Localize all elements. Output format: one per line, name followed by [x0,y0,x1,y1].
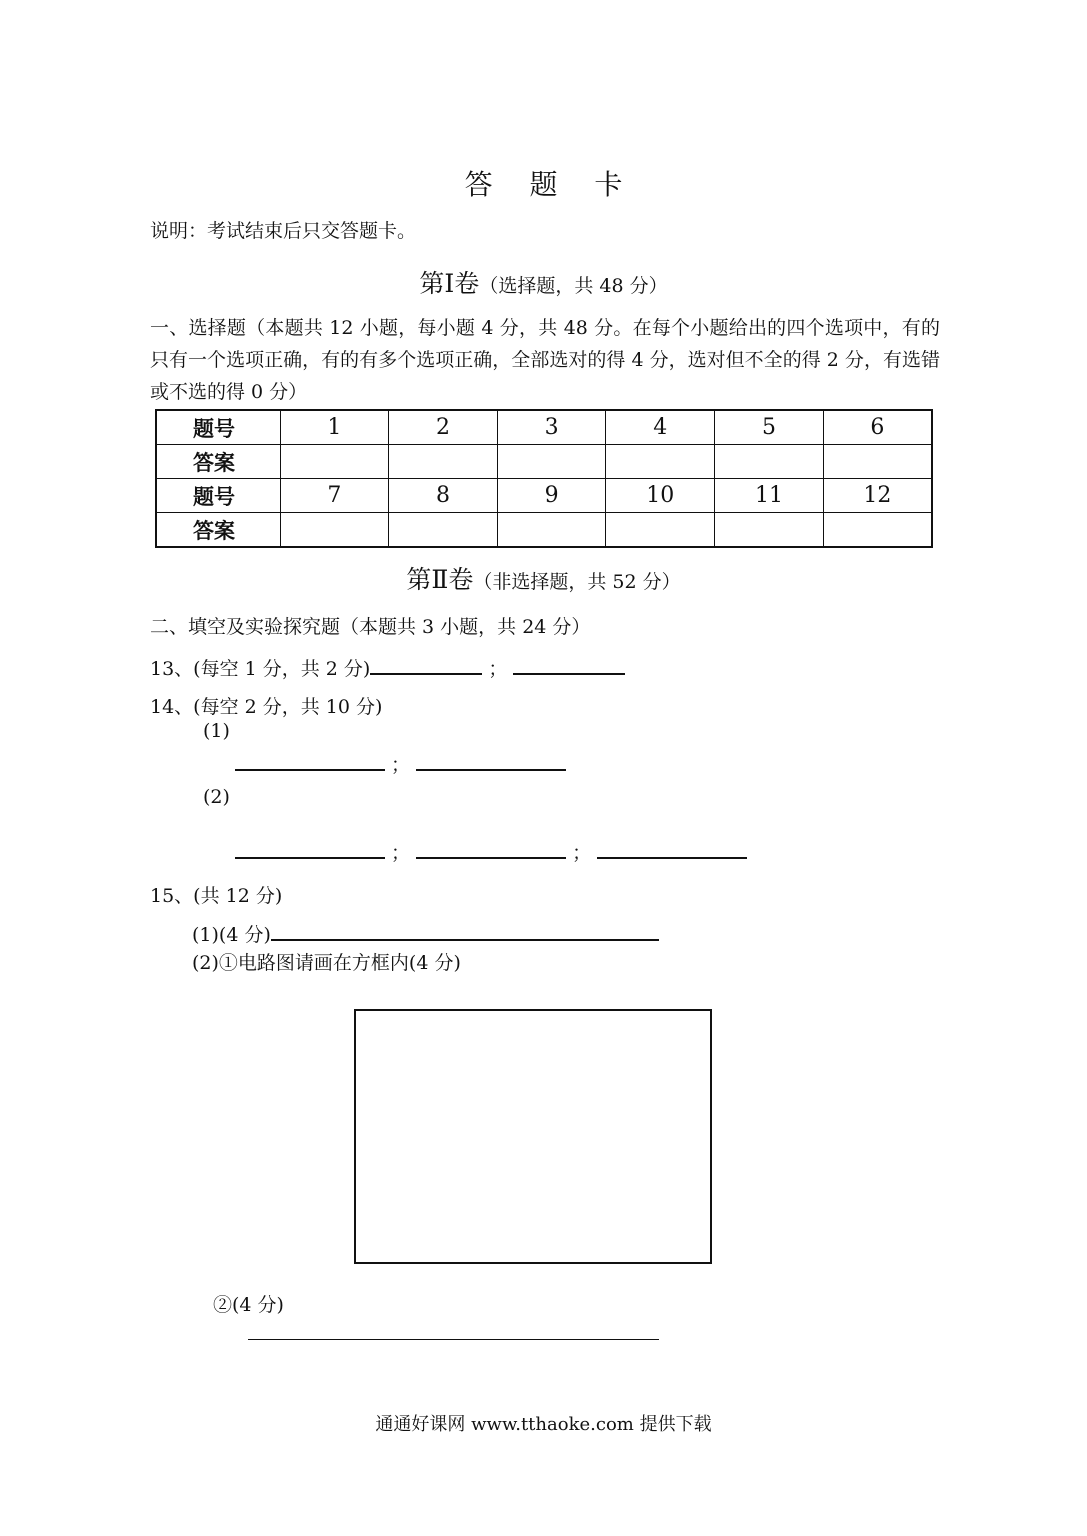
question-number: 7 [280,479,389,513]
q15-part2-label: (2)①电路图请画在方框内(4 分) [192,952,461,974]
question-number: 8 [389,479,498,513]
part2-title: 第Ⅱ卷 [406,565,474,594]
part1-title: 第Ⅰ卷 [419,269,480,298]
q14-sub2-row [235,838,747,865]
table-row [156,410,932,445]
answer-cell[interactable] [606,513,715,548]
question-number: 5 [715,410,824,445]
part1-heading [0,264,1087,300]
q15-part3-label: ②(4 分) [213,1294,284,1316]
q14-2-blank-2[interactable] [416,839,566,859]
answer-cell[interactable] [497,445,606,479]
question-number: 10 [606,479,715,513]
circuit-diagram-box[interactable] [354,1009,712,1264]
q14-2-blank-1[interactable] [235,839,385,859]
q15-part1-row [192,920,659,947]
question-number: 12 [823,479,932,513]
answer-cell[interactable] [497,513,606,548]
separator: ； [572,842,592,864]
answer-table [155,409,933,548]
separator: ； [488,658,508,680]
answer-cell[interactable] [389,513,498,548]
table-row [156,445,932,479]
section1-instructions: 一、选择题（本题共 12 小题，每小题 4 分，共 48 分。在每个小题给出的四个选项中，有的只有一个选项正确，有的有多个选项正确，全部选对的得 4 分，选对但不全的得 2 分，有选错或不选的得 0 分） [150,317,940,403]
footer-text: 通通好课网 www.tthaoke.com 提供下载 [375,1414,712,1435]
q13-label: 13、(每空 1 分，共 2 分) [150,658,371,680]
answer-label: 答案 [156,513,280,548]
question-number: 11 [715,479,824,513]
answer-cell[interactable] [715,445,824,479]
q15-part1-blank[interactable] [271,921,659,941]
question-number: 6 [823,410,932,445]
question-number: 2 [389,410,498,445]
q13-blank-2[interactable] [513,655,625,675]
q14-1-blank-1[interactable] [235,751,385,771]
answer-cell[interactable] [280,445,389,479]
q13-blank-1[interactable] [370,655,482,675]
question-number: 1 [280,410,389,445]
q13-row [150,654,625,681]
q14-1-blank-2[interactable] [416,751,566,771]
part2-heading [0,560,1087,596]
table-row [156,479,932,513]
question-number-label: 题号 [156,410,280,445]
part2-subtitle: （非选择题，共 52 分） [473,571,681,593]
q14-sub2-label: (2) [203,786,230,808]
q14-sub1-label: (1) [203,720,230,742]
part1-subtitle: （选择题，共 48 分） [479,275,668,297]
answer-label: 答案 [156,445,280,479]
answer-cell[interactable] [280,513,389,548]
answer-cell[interactable] [606,445,715,479]
answer-cell[interactable] [823,513,932,548]
question-number: 4 [606,410,715,445]
q14-sub1-row [235,750,566,777]
question-number-label: 题号 [156,479,280,513]
answer-cell[interactable] [823,445,932,479]
question-number: 3 [497,410,606,445]
table-row [156,513,932,548]
instructions-note: 说明：考试结束后只交答题卡。 [150,220,417,242]
q14-label: 14、(每空 2 分，共 10 分) [150,696,383,718]
q15-part1-label: (1)(4 分) [192,924,271,946]
answer-cell[interactable] [389,445,498,479]
separator: ； [391,842,411,864]
q15-label: 15、(共 12 分) [150,885,283,907]
q15-part3-answer-line[interactable] [248,1339,659,1340]
separator: ； [391,754,411,776]
section2-instructions: 二、填空及实验探究题（本题共 3 小题，共 24 分） [150,616,591,638]
answer-cell[interactable] [715,513,824,548]
question-number: 9 [497,479,606,513]
q14-2-blank-3[interactable] [597,839,747,859]
page-title: 答 题 卡 [464,168,637,201]
